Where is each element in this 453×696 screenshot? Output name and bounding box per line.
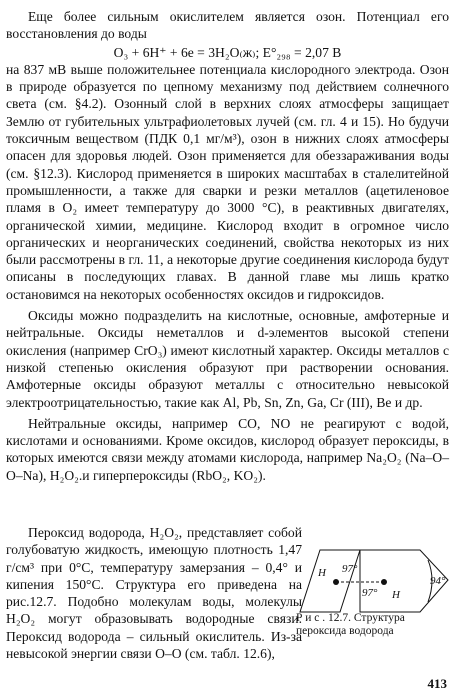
angle-label-top: 97° [342,563,358,575]
angle-label-bottom: 97° [362,587,378,599]
paragraph-peroxide: Пероксид водорода, H₂O₂, представляет собой голубоватую жидкость, имеющую плотность 1,47 г/см³ при 0°С, температуру замерзания – 0,4° и кипения 150°С. Структура его приведена на рис.12.7. Подобно молекулам воды, молекулы H₂O₂ могут образовывать водородные связи. Пероксид водорода – сильный окислитель. Из-за невысокой энергии связи О–О (см. табл. 12.6), [6,525,302,662]
left-plane [300,550,360,612]
ozone-equation: O₃ + 6H⁺ + 6e = 3H₂O₍ж₎; E°₂₉₈ = 2,07 В [113,44,342,60]
paragraph-ozone-intro: Еще более сильным окислителем является озон. Потенциал его восстановления до воды [6,9,449,42]
figure-caption: Р и с . 12.7. Структура пероксида водорода [296,612,405,637]
page-number: 413 [427,676,447,691]
paragraph-oxides: Оксиды можно подразделить на кислотные, основные, амфотерные и нейтральные. Оксиды неметаллов и d-элементов высокой степени окисления (например CrO₃) имеют кислотный характер. Оксиды металлов с низкой степенью окисления образуют при растворении основания. Амфотерные оксиды образуют металлы с относительно невысокой электроотрицательностью, такие как Al, Pb, Sn, Zn, Ga, Cr (III), Be и др. [6,308,449,410]
paragraph-neutral-oxides: Нейтральные оксиды, например CO, NO не реагируют с водой, кислотами и основаниями. Кроме оксидов, кислород образует пероксиды, в которых имеются связи между атомами кислорода, например Na₂O₂ (Na–O–O–Na), H₂O₂.и гиперпероксиды (RbO₂, KO₂). [6,415,449,483]
oxygen-atom-left [333,579,339,585]
angle-label-dihedral: 94° [430,575,446,587]
main-text [6,8,449,484]
hydrogen-label-right: H [392,589,400,601]
h2o2-structure-figure [296,536,450,622]
hydrogen-label-left: H [318,567,326,579]
paragraph-peroxide-column [6,524,302,662]
oxygen-atom-right [381,579,387,585]
paragraph-ozone-rest: на 837 мВ выше положительнее потенциала кислородного электрода. Озон в природе образуется по цепному механизму под действием солнечного света (см. §4.2). Озонный слой в верхних слоях атмосферы защищает Землю от губительных ультрафиолетовых лучей (см. гл. 4 и 15). Но будучи токсичным веществом (ПДК 0,1 мг/м³), озон в нижних слоях атмосферы опасен для здоровья людей. Озон применяется для обеззараживания воды (см. §12.3). Кислород применяется в широких масштабах в сталелитейной промышленности, а также для сварки и резки металлов (ацетиленовое пламя в O₂ имеет температуру до 3000 °С), в реактивных двигателях, органической химии, медицине. Кислород входит в огромное число органических и неорганических соединений, свойства некоторых из них были рассмотрены в гл. 11, а некоторые другие соединения кислорода будут описаны в последующих главах. В данной главе мы лишь кратко остановимся на некоторых особенностях оксидов и гидроксидов. [6,61,449,302]
